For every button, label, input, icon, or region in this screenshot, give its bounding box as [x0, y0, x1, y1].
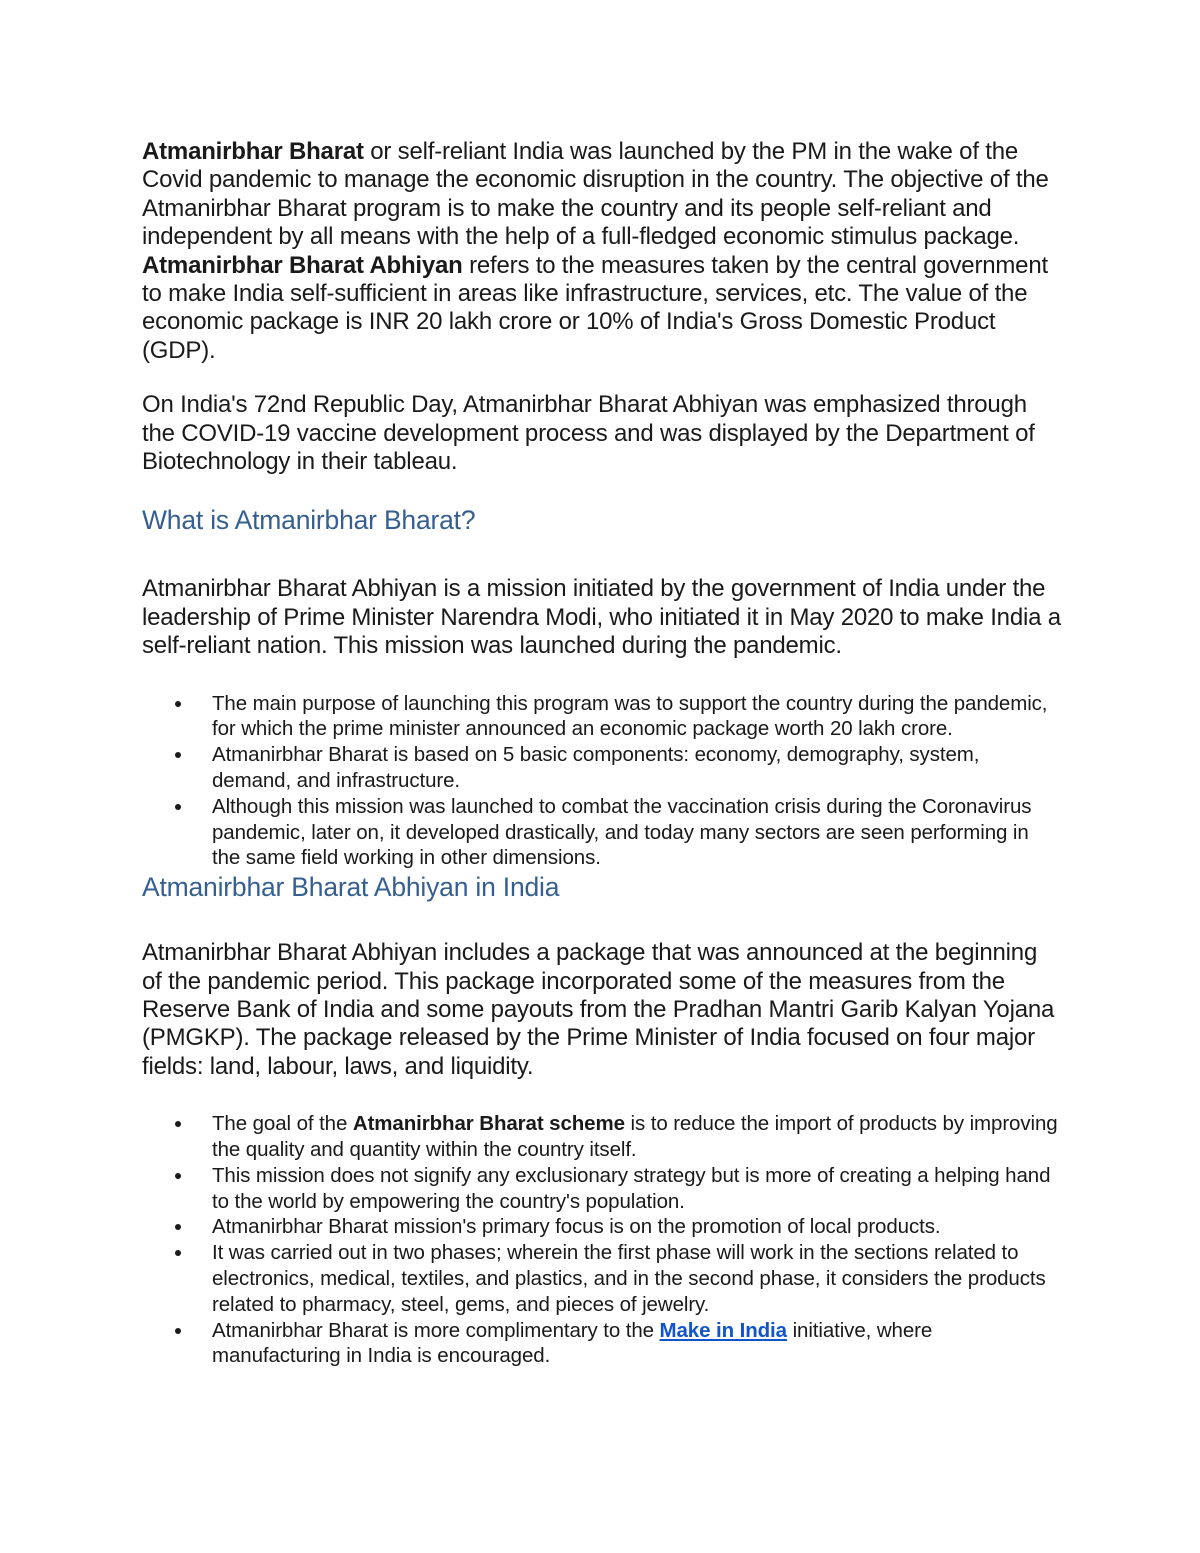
section2-paragraph: Atmanirbhar Bharat Abhiyan includes a package that was announced at the beginning of the pandemic period. This package incorporated some of the measures from the Reserve Bank of India and some payouts from the Pradhan Mantri Garib Kalyan Yojana (PMGKP). The package released by the Prime Minister of India focused on four major fields: land, labour, laws, and liquidity. [142, 939, 1055, 1080]
list-item: Atmanirbhar Bharat is based on 5 basic components: economy, demography, system, demand, and infrastructure. [212, 742, 1062, 794]
bullet-icon [175, 752, 181, 758]
bullet-icon [175, 804, 181, 810]
intro-bold-term: Atmanirbhar Bharat [142, 138, 364, 165]
list-item: The main purpose of launching this program was to support the country during the pandemic, for which the prime minister announced an economic package worth 20 lakh crore. [212, 691, 1062, 743]
section2-bullet-list [142, 1111, 1062, 1369]
document-page [142, 138, 1062, 1369]
section1-paragraph: Atmanirbhar Bharat Abhiyan is a mission initiated by the government of India under the leadership of Prime Minister Narendra Modi, who initiated it in May 2020 to make India a self-reliant nation. This mission was launched during the pandemic. [142, 575, 1061, 660]
scheme-bold-term: Atmanirbhar Bharat scheme [352, 1112, 625, 1136]
section-heading-what-is: What is Atmanirbhar Bharat? [142, 505, 476, 536]
bullet-icon [175, 1224, 181, 1230]
intro-bold-term-abhiyan: Atmanirbhar Bharat Abhiyan [142, 251, 463, 279]
republic-day-paragraph: On India's 72nd Republic Day, Atmanirbhar Bharat Abhiyan was emphasized through the COVID-19 vaccine development process and was displayed by the Department of Biotechnology in their tableau. [142, 391, 1035, 476]
bullet-icon [175, 1328, 181, 1334]
bullet-icon [175, 701, 181, 707]
section1-bullet-list [142, 691, 1062, 872]
list-item: Atmanirbhar Bharat mission's primary focus is on the promotion of local products. [212, 1214, 1062, 1240]
list-item: It was carried out in two phases; wherein the first phase will work in the sections related to electronics, medical, textiles, and plastics, and in the second phase, it considers the products related to pharmacy, steel, gems, and pieces of jewelry. [212, 1240, 1062, 1317]
list-item: This mission does not signify any exclusionary strategy but is more of creating a helping hand to the world by empowering the country's population. [212, 1163, 1062, 1215]
bullet-icon [175, 1121, 181, 1127]
bullet-icon [175, 1173, 181, 1179]
list-item: Atmanirbhar Bharat is more complimentary to the Make in India initiative, where manufacturing in India is encouraged. [212, 1318, 1062, 1370]
bullet-icon [175, 1250, 181, 1256]
section-heading-abhiyan-in-india: Atmanirbhar Bharat Abhiyan in India [142, 872, 560, 903]
list-item: The goal of the Atmanirbhar Bharat scheme is to reduce the import of products by improving the quality and quantity within the country itself. [212, 1111, 1062, 1163]
intro-paragraph: Atmanirbhar Bharat or self-reliant India was launched by the PM in the wake of the Covid pandemic to manage the economic disruption in the country. The objective of the Atmanirbhar Bharat program is to make the country and its people self-reliant and independent by all means with the help of a full-fledged economic stimulus package. Atmanirbhar Bharat Abhiyan refers to the measures taken by the central government to make India self-sufficient in areas like infrastructure, services, etc. The value of the economic package is INR 20 lakh crore or 10% of India's Gross Domestic Product (GDP). [142, 138, 1049, 364]
list-item: Although this mission was launched to combat the vaccination crisis during the Coronavirus pandemic, later on, it developed drastically, and today many sectors are seen performing in the same field working in other dimensions. [212, 794, 1062, 871]
make-in-india-link[interactable]: Make in India [659, 1318, 787, 1342]
